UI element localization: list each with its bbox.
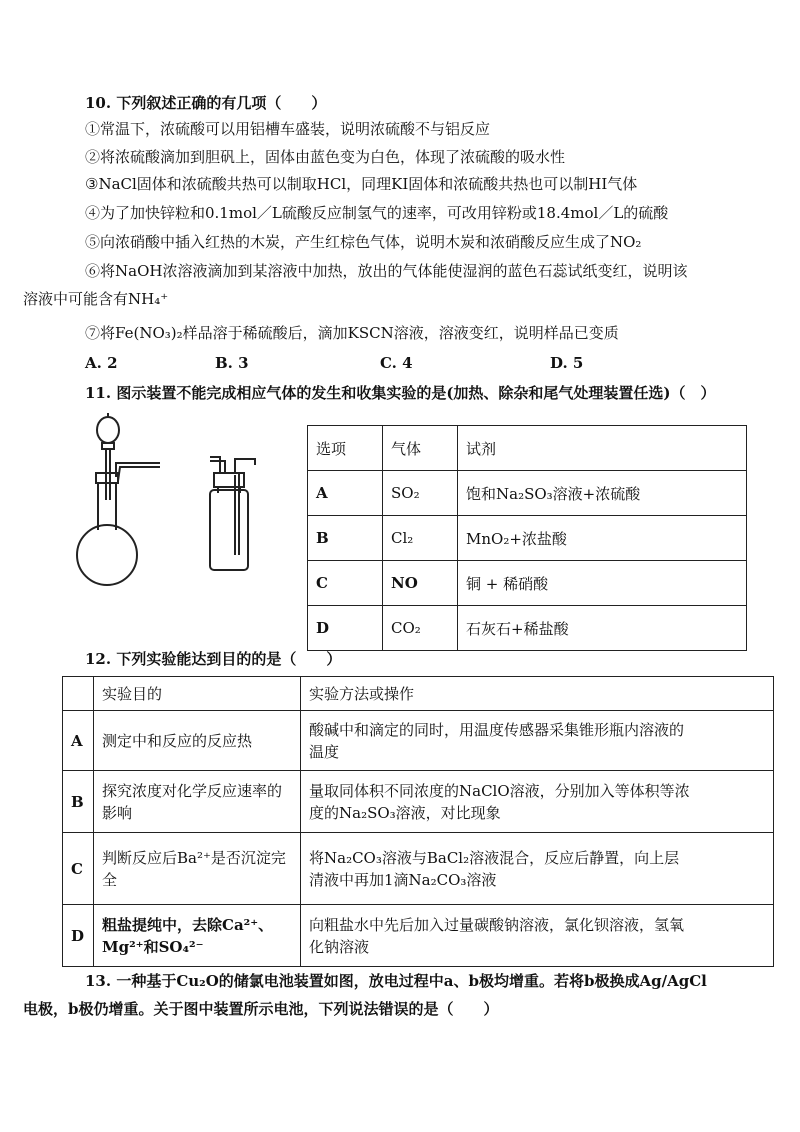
option-label: A (63, 711, 94, 771)
reagent-cell: 石灰石+稀盐酸 (458, 606, 747, 651)
method-line: 度的Na₂SO₃溶液，对比现象 (309, 803, 501, 822)
q10-item-4: ④为了加快锌粒和0.1mol／L硫酸反应制氢气的速率，可改用锌粉或18.4mol／L的硫酸 (85, 204, 669, 222)
q12-experiment-table (62, 676, 774, 967)
q10-item-2: ②将浓硫酸滴加到胆矾上，固体由蓝色变为白色，体现了浓硫酸的吸水性 (85, 148, 566, 166)
table-row (63, 833, 774, 905)
table-header-cell: 气体 (383, 426, 458, 471)
table-row (63, 711, 774, 771)
q10-item-5: ⑤向浓硝酸中插入红热的木炭，产生红棕色气体，说明木炭和浓硝酸反应生成了NO₂ (85, 233, 642, 251)
q10-option-b: B. 3 (215, 354, 249, 372)
table-header-row (308, 426, 747, 471)
q13-line-1: 13. 一种基于Cu₂O的储氯电池装置如图，放电过程中a、b极均增重。若将b极换成Ag/AgCl (85, 972, 707, 990)
reagent-cell: MnO₂+浓盐酸 (458, 516, 747, 561)
goal-cell: 探究浓度对化学反应速率的影响 (94, 771, 301, 833)
q11-title: 11. 图示装置不能完成相应气体的发生和收集实验的是(加热、除杂和尾气处理装置任选)（ ） (85, 384, 716, 402)
method-line: 向粗盐水中先后加入过量碳酸钠溶液，氯化钡溶液，氢氧 (309, 915, 685, 934)
q10-title: 10. 下列叙述正确的有几项（ ） (85, 94, 327, 112)
option-label: D (308, 606, 383, 651)
option-label: C (308, 561, 383, 606)
table-header-cell (63, 677, 94, 711)
q13-line-2: 电极，b极仍增重。关于图中装置所示电池，下列说法错误的是（ ） (23, 1000, 499, 1018)
table-row (308, 516, 747, 561)
table-header-cell: 选项 (308, 426, 383, 471)
goal-cell: 测定中和反应的反应热 (94, 711, 301, 771)
table-header-row (63, 677, 774, 711)
method-line: 酸碱中和滴定的同时，用温度传感器采集锥形瓶内溶液的 (309, 720, 685, 739)
table-header-cell: 实验方法或操作 (301, 677, 774, 711)
table-row (308, 561, 747, 606)
option-label: C (63, 833, 94, 905)
q10-option-c: C. 4 (380, 354, 413, 372)
method-cell (301, 833, 774, 905)
method-cell (301, 711, 774, 771)
option-label: A (308, 471, 383, 516)
q11-options-table (307, 425, 747, 651)
reagent-cell: 铜 + 稀硝酸 (458, 561, 747, 606)
method-line: 温度 (309, 742, 340, 761)
option-label: B (308, 516, 383, 561)
q10-item-3: ③NaCl固体和浓硫酸共热可以制取HCl，同理KI固体和浓硫酸共热也可以制HI气体 (85, 175, 638, 193)
q10-item-6-cont: 溶液中可能含有NH₄⁺ (23, 290, 169, 308)
q10-option-a: A. 2 (85, 354, 118, 372)
q10-item-7: ⑦将Fe(NO₃)₂样品溶于稀硫酸后，滴加KSCN溶液，溶液变红，说明样品已变质 (85, 324, 619, 342)
method-cell (301, 771, 774, 833)
q10-item-6: ⑥将NaOH浓溶液滴加到某溶液中加热，放出的气体能使湿润的蓝色石蕊试纸变红，说明该 (85, 262, 688, 280)
gas-cell: Cl₂ (383, 516, 458, 561)
reagent-cell: 饱和Na₂SO₃溶液+浓硫酸 (458, 471, 747, 516)
method-line: 清液中再加1滴Na₂CO₃溶液 (309, 870, 497, 889)
table-row (308, 471, 747, 516)
table-row (63, 771, 774, 833)
method-line: 将Na₂CO₃溶液与BaCl₂溶液混合，反应后静置，向上层 (309, 848, 680, 867)
goal-cell: 判断反应后Ba²⁺是否沉淀完全 (94, 833, 301, 905)
q12-title: 12. 下列实验能达到目的的是（ ） (85, 650, 342, 668)
gas-cell: CO₂ (383, 606, 458, 651)
q10-option-d: D. 5 (550, 354, 584, 372)
gas-cell: NO (383, 561, 458, 606)
method-line: 量取同体积不同浓度的NaClO溶液，分别加入等体积等浓 (309, 781, 690, 800)
table-row (308, 606, 747, 651)
method-cell (301, 905, 774, 967)
table-header-cell: 实验目的 (94, 677, 301, 711)
q10-item-1: ①常温下，浓硫酸可以用铝槽车盛装，说明浓硫酸不与铝反应 (85, 120, 491, 138)
table-row (63, 905, 774, 967)
goal-cell: 粗盐提纯中，去除Ca²⁺、Mg²⁺和SO₄²⁻ (94, 905, 301, 967)
gas-cell: SO₂ (383, 471, 458, 516)
gas-generation-apparatus-diagram (70, 405, 340, 605)
table-header-cell: 试剂 (458, 426, 747, 471)
method-line: 化钠溶液 (309, 937, 370, 956)
option-label: B (63, 771, 94, 833)
option-label: D (63, 905, 94, 967)
